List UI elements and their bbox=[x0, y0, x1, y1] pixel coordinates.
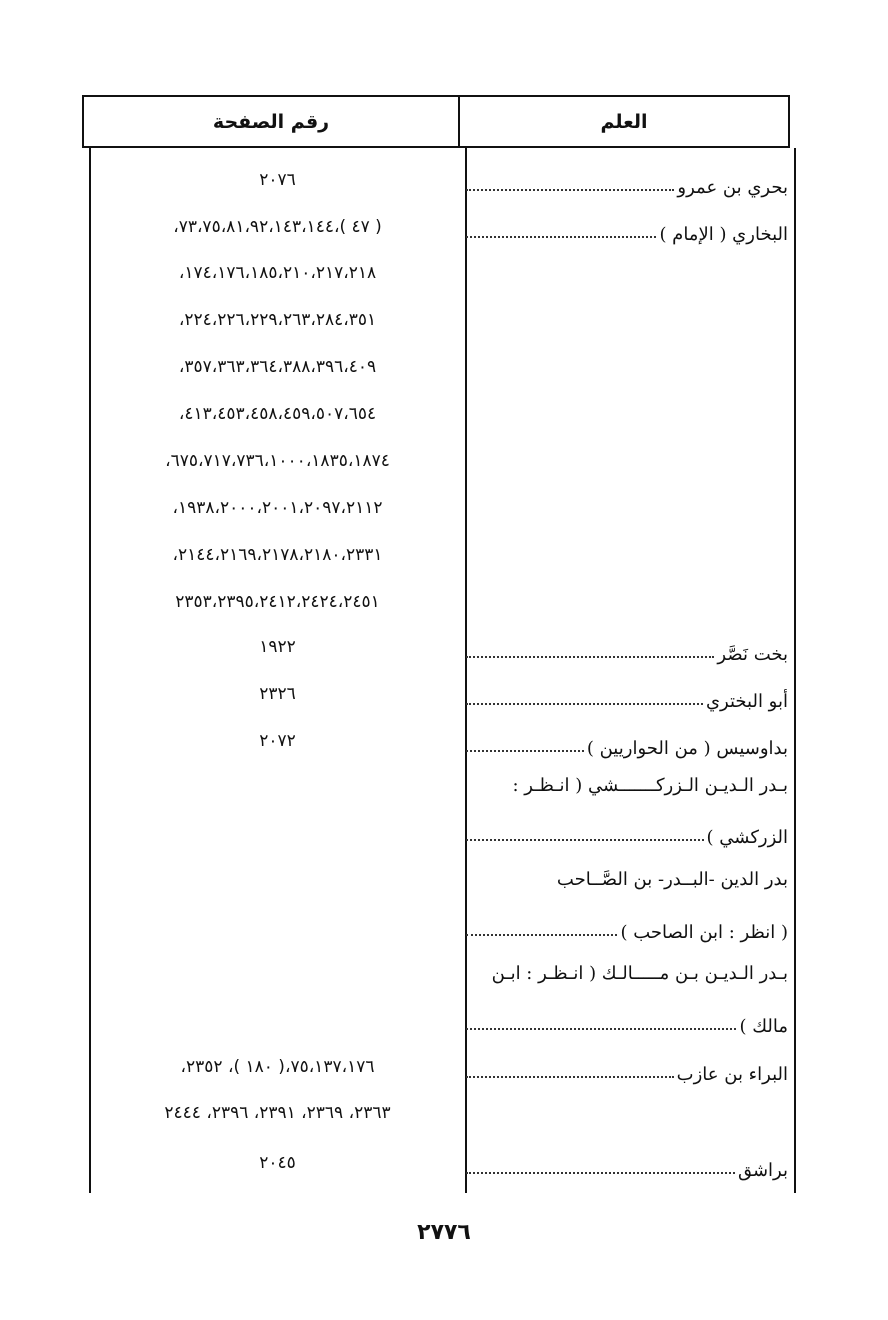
entry-name: بحري بن عمرو bbox=[466, 158, 788, 198]
entry-name: البراء بن عازب bbox=[466, 1045, 788, 1085]
leader-dots bbox=[466, 1076, 674, 1078]
entry-name-first-line: بـدر الـديـن الـزركـــــــشي ( انـظـر : bbox=[512, 775, 788, 796]
entry-name: أبو البختري bbox=[466, 672, 788, 712]
entry-pages: ٢٣٦٣، ٢٣٦٩، ٢٣٩١، ٢٣٩٦، ٢٤٤٤ bbox=[164, 1103, 391, 1123]
leader-dots bbox=[466, 839, 704, 841]
entry-name: براشق bbox=[466, 1141, 788, 1181]
entry-name: الزركشي ) bbox=[466, 808, 788, 848]
entry-pages: ١٩٣٨،٢٠٠٠،٢٠٠١،٢٠٩٧،٢١١٢، bbox=[172, 498, 383, 518]
table-left-border-body bbox=[89, 148, 91, 1193]
entry-pages: ٣٥٧،٣٦٣،٣٦٤،٣٨٨،٣٩٦،٤٠٩، bbox=[178, 357, 377, 377]
table-right-border-body bbox=[794, 148, 796, 1193]
entry-pages: ٢١٤٤،٢١٦٩،٢١٧٨،٢١٨٠،٢٣٣١، bbox=[172, 545, 383, 565]
entry-pages: ٢٠٧٢ bbox=[259, 731, 296, 751]
entry-name: ( انظر : ابن الصاحب ) bbox=[466, 903, 788, 943]
leader-dots bbox=[466, 189, 674, 191]
entry-name-first-line: بـدر الـديـن بـن مـــــالـك ( انـظـر : ابـن bbox=[491, 963, 788, 984]
entry-name: مالك ) bbox=[466, 997, 788, 1037]
entry-pages: ٢٣٥٣،٢٣٩٥،٢٤١٢،٢٤٢٤،٢٤٥١ bbox=[175, 592, 380, 612]
table-right-border bbox=[788, 95, 790, 148]
leader-dots bbox=[466, 656, 714, 658]
table-header-divider bbox=[82, 146, 790, 148]
entry-pages: ٧٥،١٣٧،١٧٦،( ١٨٠ )، ٢٣٥٢، bbox=[180, 1057, 375, 1077]
leader-dots bbox=[466, 1028, 736, 1030]
entry-name: البخاري ( الإمام ) bbox=[466, 205, 788, 245]
entry-pages: ٢٢٤،٢٢٦،٢٢٩،٢٦٣،٢٨٤،٣٥١، bbox=[178, 310, 377, 330]
table-top-border bbox=[82, 95, 790, 97]
leader-dots bbox=[466, 934, 617, 936]
entry-pages: ٤١٣،٤٥٣،٤٥٨،٤٥٩،٥٠٧،٦٥٤، bbox=[178, 404, 377, 424]
entry-pages: ٦٧٥،٧١٧،٧٣٦،١٠٠٠،١٨٣٥،١٨٧٤، bbox=[165, 451, 390, 471]
entry-pages: ١٧٤،١٧٦،١٨٥،٢١٠،٢١٧،٢١٨، bbox=[178, 263, 377, 283]
entry-name: بخت نَصَّر bbox=[466, 625, 788, 665]
entry-pages: ١٩٢٢ bbox=[259, 637, 296, 657]
entry-pages: ٢٠٧٦ bbox=[259, 170, 296, 190]
entry-name: بداوسيس ( من الحواريين ) bbox=[466, 719, 788, 759]
entry-name-first-line: بدر الدين -البــدر- بن الصَّــاحب bbox=[556, 869, 788, 890]
leader-dots bbox=[466, 750, 584, 752]
page-number: ٢٧٧٦ bbox=[417, 1220, 471, 1245]
leader-dots bbox=[466, 703, 703, 705]
entry-pages: ٢٣٢٦ bbox=[259, 684, 296, 704]
column-header-pages: رقم الصفحة bbox=[212, 111, 330, 133]
leader-dots bbox=[466, 1172, 735, 1174]
column-header-name: العلم bbox=[600, 111, 648, 133]
entry-pages: ٢٠٤٥ bbox=[259, 1153, 296, 1173]
leader-dots bbox=[466, 236, 656, 238]
entry-pages: ( ٤٧ )،٧٣،٧٥،٨١،٩٢،١٤٣،١٤٤، bbox=[173, 217, 382, 237]
